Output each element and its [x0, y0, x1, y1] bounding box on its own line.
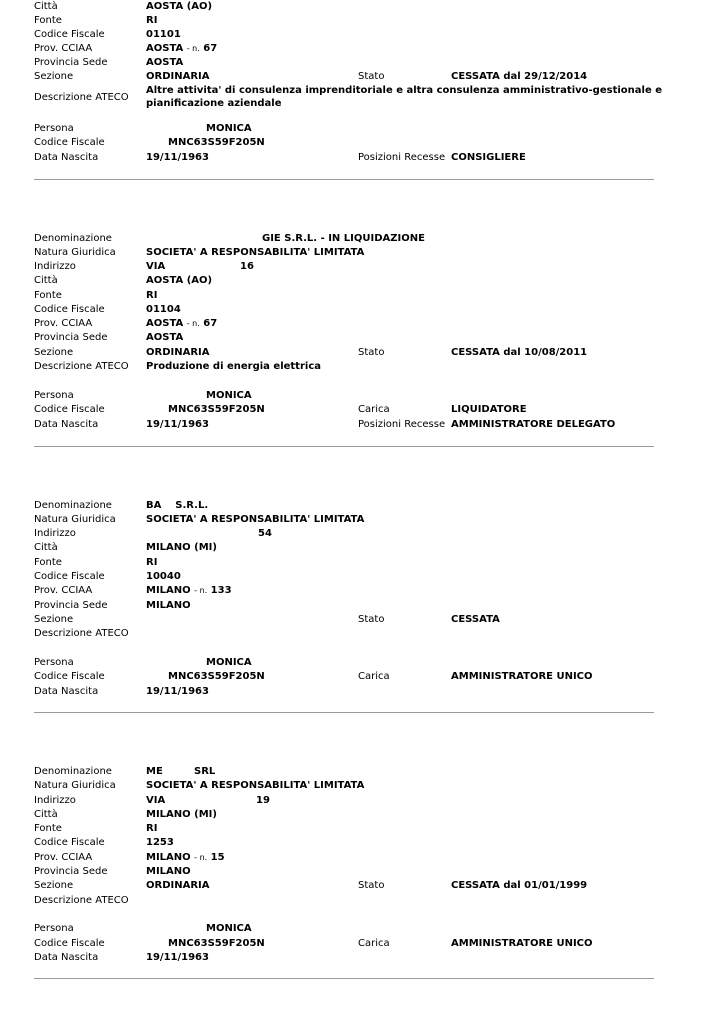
- prov-cciaa-name: AOSTA: [146, 318, 184, 329]
- value-sezione: ORDINARIA: [146, 71, 210, 82]
- value-prov-cciaa: [146, 584, 232, 597]
- label-indirizzo: Indirizzo: [34, 795, 76, 806]
- value-codice-fiscale: 01104: [146, 304, 181, 315]
- value-provincia-sede: AOSTA: [146, 57, 184, 68]
- label-sezione: Sezione: [34, 880, 74, 891]
- label-provincia-sede: Provincia Sede: [34, 866, 108, 877]
- value-fonte: RI: [146, 557, 158, 568]
- value-citta: MILANO (MI): [146, 542, 217, 553]
- label-sezione: Sezione: [34, 71, 74, 82]
- record-divider: [34, 712, 654, 713]
- label-posizioni-recesse: Posizioni Recesse: [358, 419, 446, 430]
- label-stato: Stato: [358, 880, 385, 891]
- value-prov-cciaa: [146, 851, 225, 864]
- rea-number: 67: [203, 318, 218, 329]
- label-codice-fiscale: Codice Fiscale: [34, 29, 105, 40]
- label-citta: Città: [34, 275, 58, 286]
- prov-cciaa-name: AOSTA: [146, 43, 184, 54]
- label-persona: Persona: [34, 123, 74, 134]
- label-fonte: Fonte: [34, 15, 62, 26]
- label-carica: Carica: [358, 404, 390, 415]
- value-indirizzo-num: 16: [240, 261, 254, 272]
- rea-prefix: - n.: [194, 853, 208, 862]
- label-indirizzo: Indirizzo: [34, 261, 76, 272]
- prov-cciaa-name: MILANO: [146, 852, 191, 863]
- label-persona: Persona: [34, 657, 74, 668]
- value-fonte: RI: [146, 15, 158, 26]
- label-stato: Stato: [358, 71, 385, 82]
- value-posizioni-recesse: CONSIGLIERE: [451, 152, 526, 163]
- value-carica: AMMINISTRATORE UNICO: [451, 938, 593, 949]
- value-denominazione-part2: SRL: [194, 766, 216, 777]
- value-carica: LIQUIDATORE: [451, 404, 527, 415]
- value-citta: MILANO (MI): [146, 809, 217, 820]
- label-data-nascita: Data Nascita: [34, 686, 99, 697]
- value-indirizzo-via: VIA: [146, 795, 166, 806]
- label-carica: Carica: [358, 671, 390, 682]
- value-carica: AMMINISTRATORE UNICO: [451, 671, 593, 682]
- rea-prefix: - n.: [194, 586, 208, 595]
- label-indirizzo: Indirizzo: [34, 528, 76, 539]
- label-persona: Persona: [34, 923, 74, 934]
- record-divider: [34, 179, 654, 180]
- value-citta: AOSTA (AO): [146, 275, 213, 286]
- value-codice-fiscale: 01101: [146, 29, 181, 40]
- value-persona: MONICA: [206, 923, 252, 934]
- label-prov-cciaa: Prov. CCIAA: [34, 318, 93, 329]
- label-persona-cf: Codice Fiscale: [34, 404, 105, 415]
- label-fonte: Fonte: [34, 823, 62, 834]
- label-codice-fiscale: Codice Fiscale: [34, 304, 105, 315]
- value-prov-cciaa: [146, 42, 217, 55]
- label-prov-cciaa: Prov. CCIAA: [34, 43, 93, 54]
- value-denominazione-part1: ME: [146, 766, 163, 777]
- label-citta: Città: [34, 542, 58, 553]
- label-descrizione-ateco: Descrizione ATECO: [34, 628, 129, 639]
- label-persona: Persona: [34, 390, 74, 401]
- label-fonte: Fonte: [34, 557, 62, 568]
- value-stato: CESSATA: [451, 614, 500, 625]
- value-indirizzo-num: 19: [256, 795, 270, 806]
- label-fonte: Fonte: [34, 290, 62, 301]
- value-persona: MONICA: [206, 390, 252, 401]
- label-codice-fiscale: Codice Fiscale: [34, 837, 105, 848]
- label-persona-cf: Codice Fiscale: [34, 671, 105, 682]
- value-indirizzo-num: 54: [258, 528, 272, 539]
- value-fonte: RI: [146, 290, 158, 301]
- label-sezione: Sezione: [34, 614, 74, 625]
- value-ateco-line1: Altre attivita' di consulenza imprenditoriale e altra consulenza amministrativo-gestionale e: [146, 85, 662, 96]
- label-data-nascita: Data Nascita: [34, 952, 99, 963]
- value-persona-cf: MNC63S59F205N: [168, 938, 265, 949]
- value-stato: CESSATA dal 10/08/2011: [451, 347, 588, 358]
- value-stato: CESSATA dal 01/01/1999: [451, 880, 588, 891]
- label-provincia-sede: Provincia Sede: [34, 332, 108, 343]
- label-provincia-sede: Provincia Sede: [34, 57, 108, 68]
- value-data-nascita: 19/11/1963: [146, 952, 209, 963]
- value-denominazione: BA S.R.L.: [146, 500, 209, 511]
- rea-number: 15: [210, 852, 225, 863]
- value-posizioni-recesse: AMMINISTRATORE DELEGATO: [451, 419, 616, 430]
- label-provincia-sede: Provincia Sede: [34, 600, 108, 611]
- value-natura-giuridica: SOCIETA' A RESPONSABILITA' LIMITATA: [146, 514, 365, 525]
- prov-cciaa-name: MILANO: [146, 585, 191, 596]
- value-data-nascita: 19/11/1963: [146, 152, 209, 163]
- label-denominazione: Denominazione: [34, 233, 112, 244]
- label-natura-giuridica: Natura Giuridica: [34, 247, 116, 258]
- value-persona-cf: MNC63S59F205N: [168, 137, 265, 148]
- value-citta: AOSTA (AO): [146, 1, 213, 12]
- label-prov-cciaa: Prov. CCIAA: [34, 585, 93, 596]
- label-denominazione: Denominazione: [34, 500, 112, 511]
- label-posizioni-recesse: Posizioni Recesse: [358, 152, 446, 163]
- value-provincia-sede: AOSTA: [146, 332, 184, 343]
- record-divider: [34, 446, 654, 447]
- label-natura-giuridica: Natura Giuridica: [34, 780, 116, 791]
- value-indirizzo-via: VIA: [146, 261, 166, 272]
- value-sezione: ORDINARIA: [146, 880, 210, 891]
- label-data-nascita: Data Nascita: [34, 152, 99, 163]
- label-stato: Stato: [358, 614, 385, 625]
- value-stato: CESSATA dal 29/12/2014: [451, 71, 588, 82]
- value-sezione: ORDINARIA: [146, 347, 210, 358]
- label-descrizione-ateco: Descrizione ATECO: [34, 895, 129, 906]
- value-denominazione: GIE S.R.L. - IN LIQUIDAZIONE: [262, 233, 425, 244]
- label-persona-cf: Codice Fiscale: [34, 938, 105, 949]
- label-data-nascita: Data Nascita: [34, 419, 99, 430]
- value-natura-giuridica: SOCIETA' A RESPONSABILITA' LIMITATA: [146, 247, 365, 258]
- value-natura-giuridica: SOCIETA' A RESPONSABILITA' LIMITATA: [146, 780, 365, 791]
- value-codice-fiscale: 1253: [146, 837, 174, 848]
- value-fonte: RI: [146, 823, 158, 834]
- value-provincia-sede: MILANO: [146, 600, 191, 611]
- value-provincia-sede: MILANO: [146, 866, 191, 877]
- value-prov-cciaa: [146, 317, 217, 330]
- label-citta: Città: [34, 809, 58, 820]
- value-persona: MONICA: [206, 657, 252, 668]
- value-codice-fiscale: 10040: [146, 571, 181, 582]
- label-denominazione: Denominazione: [34, 766, 112, 777]
- label-persona-cf: Codice Fiscale: [34, 137, 105, 148]
- label-codice-fiscale: Codice Fiscale: [34, 571, 105, 582]
- value-ateco-line2: pianificazione aziendale: [146, 98, 282, 109]
- label-descrizione-ateco: Descrizione ATECO: [34, 361, 129, 372]
- value-data-nascita: 19/11/1963: [146, 686, 209, 697]
- value-persona-cf: MNC63S59F205N: [168, 404, 265, 415]
- label-citta: Città: [34, 1, 58, 12]
- label-prov-cciaa: Prov. CCIAA: [34, 852, 93, 863]
- label-descrizione-ateco: Descrizione ATECO: [34, 92, 129, 103]
- value-persona: MONICA: [206, 123, 252, 134]
- rea-prefix: - n.: [186, 319, 200, 328]
- rea-number: 133: [210, 585, 232, 596]
- value-ateco: Produzione di energia elettrica: [146, 361, 321, 372]
- label-natura-giuridica: Natura Giuridica: [34, 514, 116, 525]
- label-carica: Carica: [358, 938, 390, 949]
- value-persona-cf: MNC63S59F205N: [168, 671, 265, 682]
- rea-number: 67: [203, 43, 218, 54]
- value-data-nascita: 19/11/1963: [146, 419, 209, 430]
- record-divider: [34, 978, 654, 979]
- label-stato: Stato: [358, 347, 385, 358]
- label-sezione: Sezione: [34, 347, 74, 358]
- rea-prefix: - n.: [186, 44, 200, 53]
